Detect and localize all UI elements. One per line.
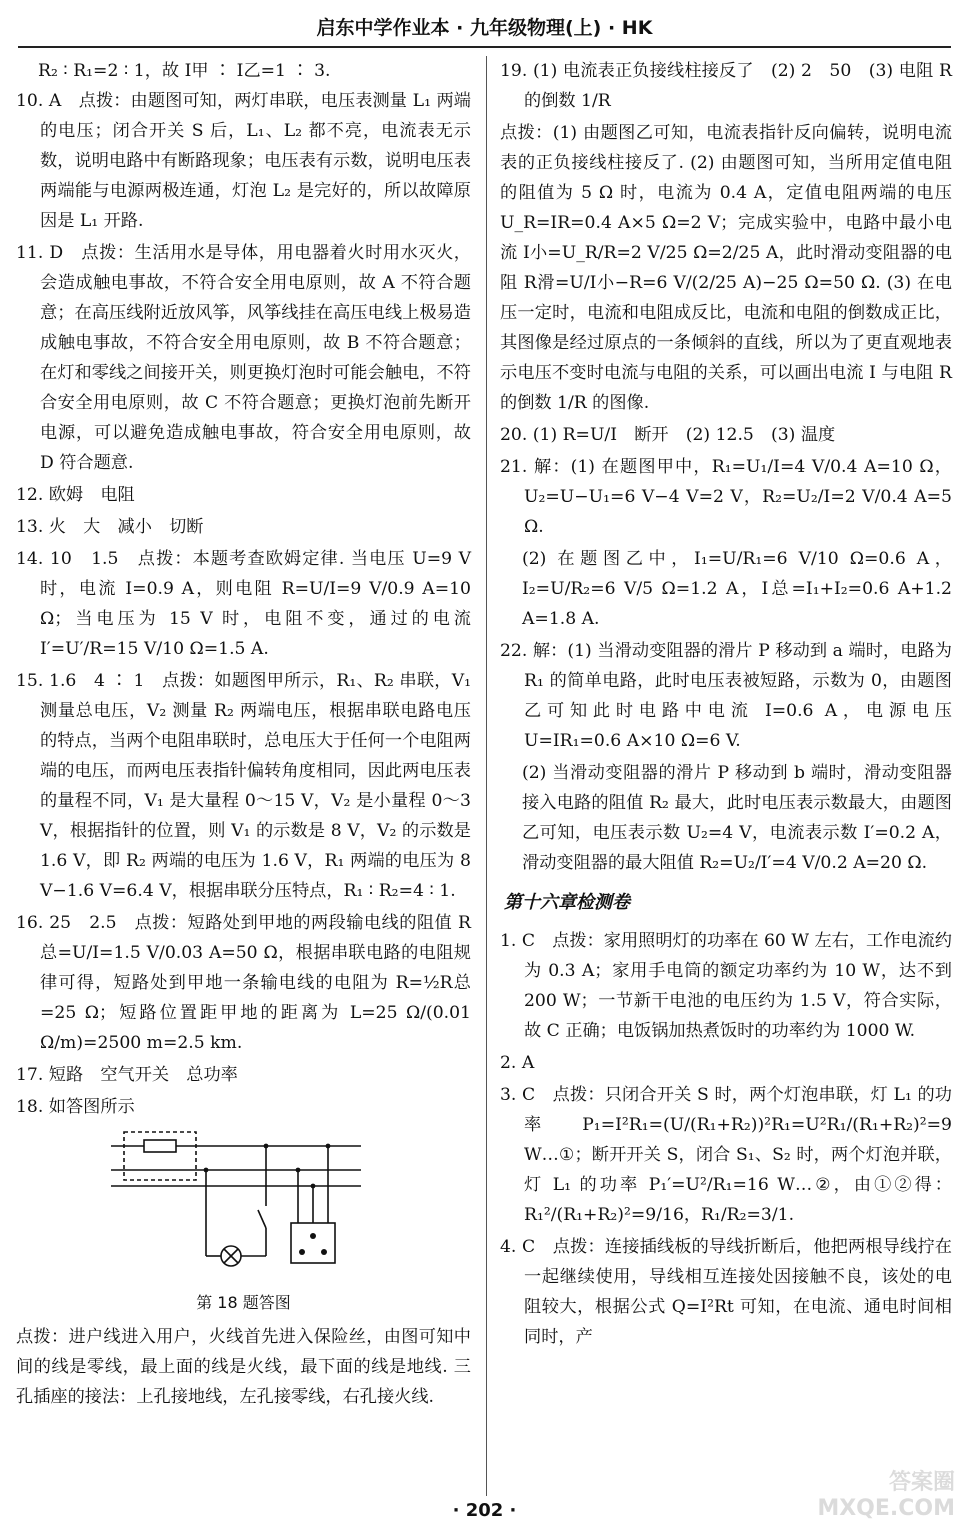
figure-caption: 第 18 题答图 <box>196 1293 291 1312</box>
answer-22-part1: 22. 解：(1) 当滑动变阻器的滑片 P 移动到 a 端时，电路为 R₁ 的简单电路，此时电压表被短路，示数为 0，由题图乙可知此时电路中电流 I=0.6 A，电源电压 U=IR₁=0.6 A×10 Ω=6 V. <box>500 641 952 751</box>
answer-19: 19. (1) 电流表正负接线柱接反了 (2) 2 50 (3) 电阻 R 的倒数 1/R <box>500 61 952 111</box>
answer-19-note: 点拨：(1) 由题图乙可知，电流表指针反向偏转，说明电流表的正负接线柱接反了. (2) 由题图可知，当所用定值电阻的阻值为 5 Ω 时，电流为 0.4 A，定值电阻两端的电压 U_R=IR=0.4 A×5 Ω=2 V；完成实验中，电路中最小电流 I小=U_R/R=2 V/25 Ω=2/25 A，此时滑动变阻器的电阻 R滑=U/I小−R=6 V/(2/25 A)−25 Ω=50 Ω. (3) 在电压一定时，电流和电阻成反比，电流和电阻的倒数成正比，其图像是经过原点的一条倾斜的直线，所以为了更直观地表示电压不变时电流与电阻的关系，可以画出电流 I 与电阻 R 的倒数 1/R 的图像. <box>500 123 952 413</box>
answer-line: R₂ ∶ R₁=2 ∶ 1，故 I甲 ∶ I乙=1 ∶ 3. <box>38 61 331 81</box>
answer-18-note: 点拨：进户线进入用户，火线首先进入保险丝，由图可知中间的线是零线，最上面的线是火线，最下面的线是地线. 三孔插座的接法：上孔接地线，左孔接零线，右孔接火线. <box>16 1327 471 1407</box>
watermark-logo <box>795 1470 955 1526</box>
answer-21-part1: 21. 解：(1) 在题图甲中，R₁=U₁/I=4 V/0.4 A=10 Ω，U₂=U−U₁=6 V−4 V=2 V，R₂=U₂/I=2 V/0.4 A=5 Ω. <box>500 457 952 537</box>
answer-16: 16. 25 2.5 点拨：短路处到甲地的两段输电线的阻值 R总=U/I=1.5 V/0.03 A=50 Ω，根据串联电路的电阻规律可得，短路处到甲地一条输电线的电阻为 R=½R总=25 Ω；短路位置距甲地的距离为 L=25 Ω/(0.01 Ω/m)=2500 m=2.5 km. <box>16 913 471 1053</box>
test-answer-2: 2. A <box>500 1053 535 1073</box>
answer-12: 12. 欧姆 电阻 <box>16 485 135 505</box>
running-header: 启东中学作业本 · 九年级物理(上) · HK <box>18 10 951 48</box>
wiring-diagram <box>106 1128 366 1278</box>
answer-13: 13. 火 大 减小 切断 <box>16 517 204 537</box>
test-answer-4: 4. C 点拨：连接插线板的导线折断后，他把两根导线拧在一起继续使用，导线相互连接处因接触不良，该处的电阻较大，根据公式 Q=I²Rt 可知，在电流、通电时间相同时，产 <box>500 1237 952 1347</box>
test-answer-1: 1. C 点拨：家用照明灯的功率在 60 W 左右，工作电流约为 0.3 A；家用手电筒的额定功率约为 10 W，达不到 200 W；一节新干电池的电压约为 1.5 V，符合实际，故 C 正确；电饭锅加热煮饭时的功率约为 1000 W. <box>500 931 952 1041</box>
section-title: 第十六章检测卷 <box>504 892 630 913</box>
watermark-line2: MXQE.COM <box>817 1496 955 1521</box>
answer-10: 10. A 点拨：由题图可知，两灯串联，电压表测量 L₁ 两端的电压；闭合开关 S 后，L₁、L₂ 都不亮，电流表无示数，说明电路中有断路现象；电压表有示数，说明电压表两端能与电源两极连通，灯泡 L₂ 是完好的，所以故障原因是 L₁ 开路. <box>16 91 471 231</box>
right-column <box>500 56 952 1354</box>
answer-20: 20. (1) R=U/I 断开 (2) 12.5 (3) 温度 <box>500 425 836 445</box>
answer-22-part2: (2) 当滑动变阻器的滑片 P 移动到 b 端时，滑动变阻器接入电路的阻值 R₂ 最大，此时电压表示数最大，由题图乙可知，电压表示数 U₂=4 V，电流表示数 I′=0.2 A，滑动变阻器的最大阻值 R₂=U₂/I′=4 V/0.2 A=20 Ω. <box>522 763 952 873</box>
test-answer-3: 3. C 点拨：只闭合开关 S 时，两个灯泡串联，灯 L₁ 的功率 P₁=I²R₁=(U/(R₁+R₂))²R₁=U²R₁/(R₁+R₂)²=9 W…①；断开开关 S，闭合 S₁、S₂ 时，两个灯泡并联，灯 L₁ 的功率 P₁′=U²/R₁=16 W…②，由①②得：R₁²/(R₁+R₂)²=9/16，R₁/R₂=3/1. <box>500 1085 952 1225</box>
page-number: · 202 · <box>452 1500 517 1521</box>
answer-15: 15. 1.6 4 ∶ 1 点拨：如题图甲所示，R₁、R₂ 串联，V₁ 测量总电压，V₂ 测量 R₂ 两端电压，根据串联电路电压的特点，当两个电阻串联时，总电压大于任何一个电阻两端的电压，而两电压表指针偏转角度相同，因此两电压表的量程不同，V₁ 是大量程 0～15 V，V₂ 是小量程 0～3 V，根据指针的位置，则 V₁ 的示数是 8 V，V₂ 的示数是 1.6 V，即 R₂ 两端的电压为 1.6 V，R₁ 两端的电压为 8 V−1.6 V=6.4 V，根据串联分压特点，R₁ ∶ R₂=4 ∶ 1. <box>16 671 471 901</box>
answer-17: 17. 短路 空气开关 总功率 <box>16 1065 238 1085</box>
answer-11: 11. D 点拨：生活用水是导体，用电器着火时用水灭火，会造成触电事故，不符合安全用电原则，故 A 不符合题意；在高压线附近放风筝，风筝线挂在高压电线上极易造成触电事故，不符合安全用电原则，故 B 不符合题意；在灯和零线之间接开关，则更换灯泡时可能会触电，不符合安全用电原则，故 C 不符合题意；更换灯泡前先断开电源，可以避免造成触电事故，符合安全用电原则，故 D 符合题意. <box>16 243 471 473</box>
answer-14: 14. 10 1.5 点拨：本题考查欧姆定律. 当电压 U=9 V 时，电流 I=0.9 A，则电阻 R=U/I=9 V/0.9 A=10 Ω；当电压为 15 V 时，电阻不变，通过的电流 I′=U′/R=15 V/10 Ω=1.5 A. <box>16 549 471 659</box>
left-column <box>16 56 471 1414</box>
answer-18: 18. 如答图所示 <box>16 1097 135 1117</box>
watermark-line1: 答案圈 <box>888 1470 955 1495</box>
answer-21-part2: (2) 在题图乙中，I₁=U/R₁=6 V/10 Ω=0.6 A，I₂=U/R₂=6 V/5 Ω=1.2 A，I总=I₁+I₂=0.6 A+1.2 A=1.8 A. <box>522 549 952 629</box>
column-divider <box>486 56 487 1496</box>
